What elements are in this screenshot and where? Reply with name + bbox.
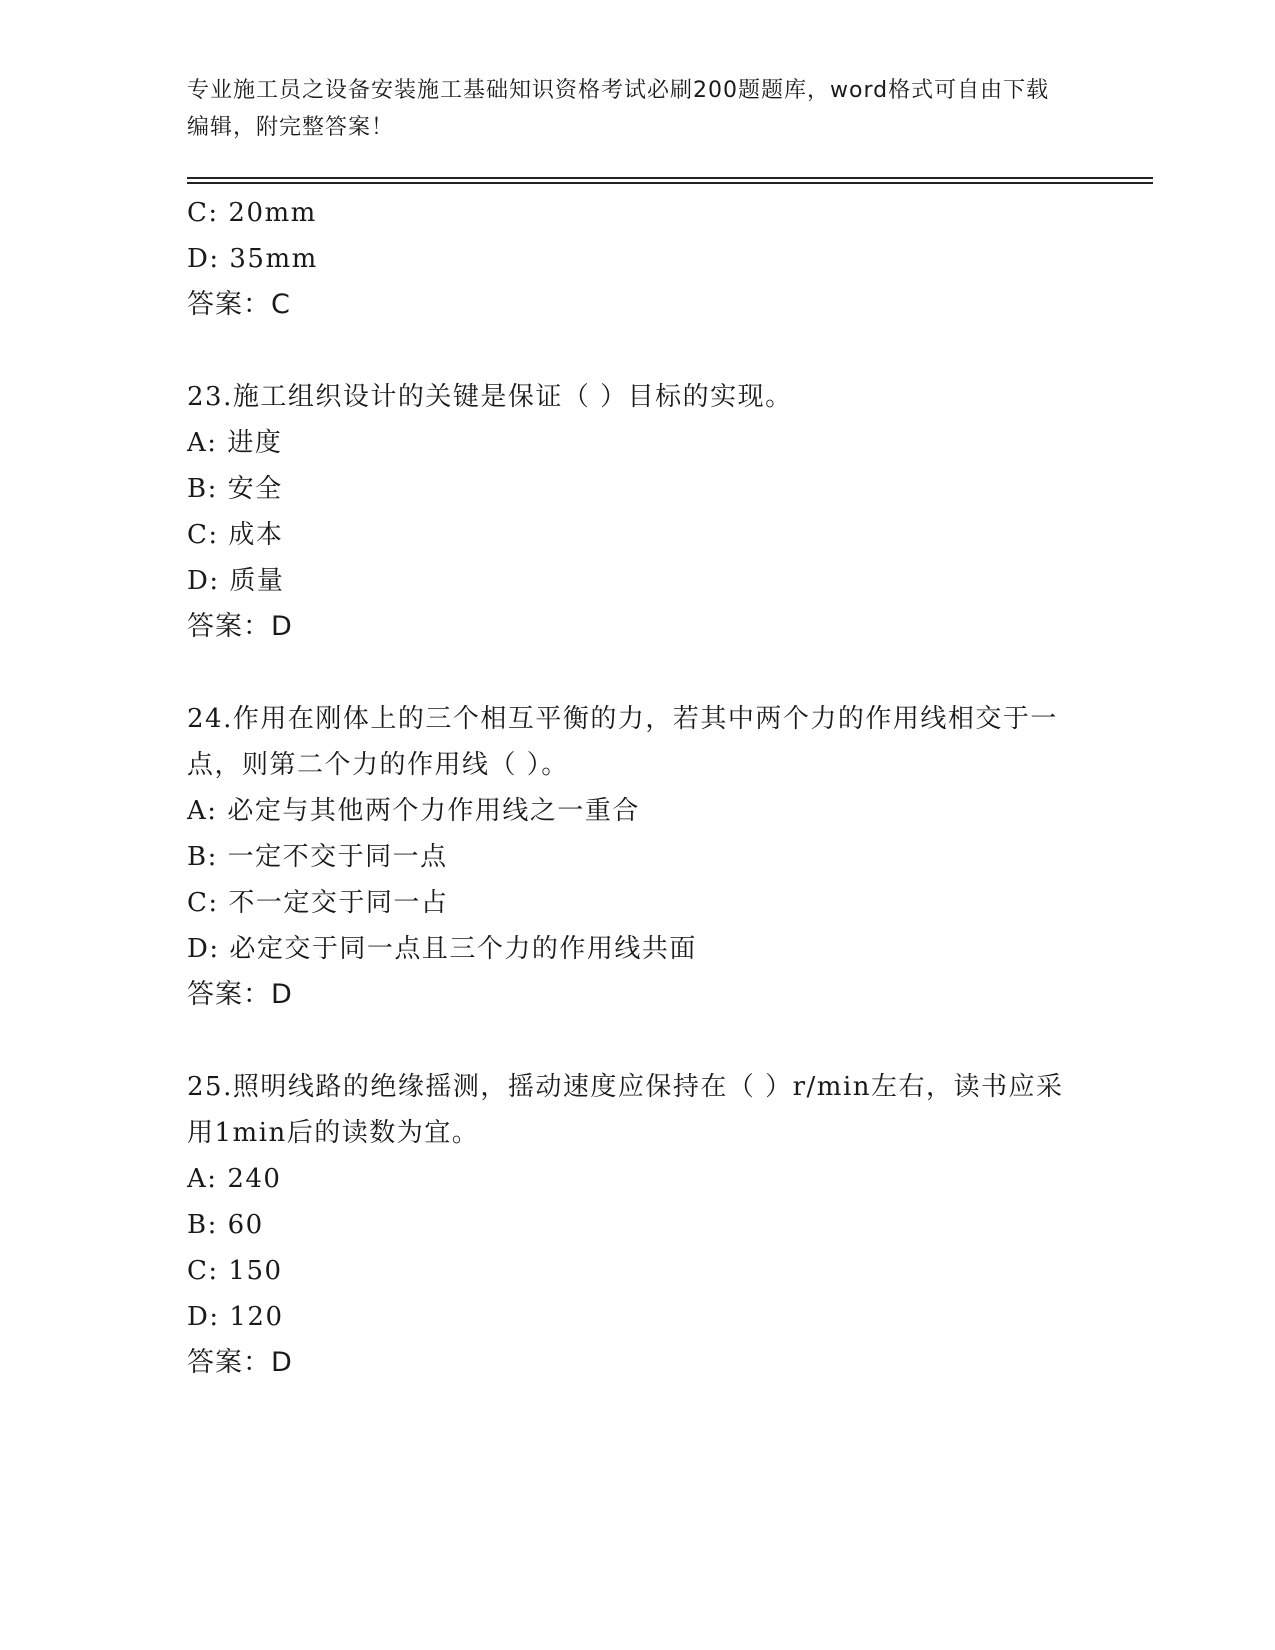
option-label: D: [187, 934, 220, 964]
option-text: 一定不交于同一点 [227, 842, 448, 872]
question-stem: 23.施工组织设计的关键是保证（ ）目标的实现。 [187, 382, 793, 412]
option-label: B: [187, 1210, 218, 1240]
answer-line: 答案：D [187, 979, 293, 1010]
option-line [187, 236, 1087, 282]
option-label: A: [187, 1164, 218, 1194]
option-line [187, 1294, 1087, 1340]
option-line [187, 466, 1087, 512]
option-label: A: [187, 428, 218, 458]
option-label: C: [187, 888, 219, 918]
option-text: 安全 [227, 474, 283, 504]
option-line [187, 420, 1087, 466]
spacer [187, 328, 1087, 374]
option-line [187, 788, 1087, 834]
option-text: 240 [227, 1164, 282, 1194]
option-label: B: [187, 474, 218, 504]
answer-line: 答案：D [187, 1347, 293, 1378]
option-label: A: [187, 796, 218, 826]
spacer [187, 1018, 1087, 1064]
option-text: 不一定交于同一占 [228, 888, 449, 918]
option-text: 质量 [229, 566, 285, 596]
option-line [187, 880, 1087, 926]
option-label: D: [187, 1302, 220, 1332]
option-line [187, 926, 1087, 972]
option-text: 20mm [228, 198, 317, 228]
option-line [187, 190, 1087, 236]
option-label: D: [187, 244, 220, 274]
spacer [187, 650, 1087, 696]
option-text: 120 [229, 1302, 284, 1332]
answer-line: 答案：D [187, 611, 293, 642]
option-line [187, 1202, 1087, 1248]
question-content [187, 190, 1087, 1386]
option-text: 成本 [228, 520, 284, 550]
header-rule-bottom [187, 182, 1153, 184]
option-label: C: [187, 198, 219, 228]
option-text: 必定交于同一点且三个力的作用线共面 [229, 934, 697, 964]
option-text: 35mm [229, 244, 318, 274]
option-line [187, 1156, 1087, 1202]
document-header: 专业施工员之设备安装施工基础知识资格考试必刷200题题库，word格式可自由下载编辑，附完整答案！ [187, 78, 1050, 140]
option-label: D: [187, 566, 220, 596]
option-text: 进度 [227, 428, 283, 458]
option-line [187, 1248, 1087, 1294]
option-line [187, 512, 1087, 558]
option-text: 60 [227, 1210, 264, 1240]
option-label: B: [187, 842, 218, 872]
option-text: 150 [228, 1256, 283, 1286]
option-label: C: [187, 520, 219, 550]
option-label: C: [187, 1256, 219, 1286]
answer-line: 答案：C [187, 289, 291, 320]
option-line [187, 834, 1087, 880]
question-stem: 24.作用在刚体上的三个相互平衡的力，若其中两个力的作用线相交于一点，则第二个力的作用线（ ）。 [187, 704, 1058, 780]
question-stem: 25.照明线路的绝缘摇测，摇动速度应保持在（ ）r/min左右，读书应采用1min后的读数为宜。 [187, 1072, 1064, 1148]
option-text: 必定与其他两个力作用线之一重合 [227, 796, 640, 826]
option-line [187, 558, 1087, 604]
header-rule-top [187, 177, 1153, 179]
